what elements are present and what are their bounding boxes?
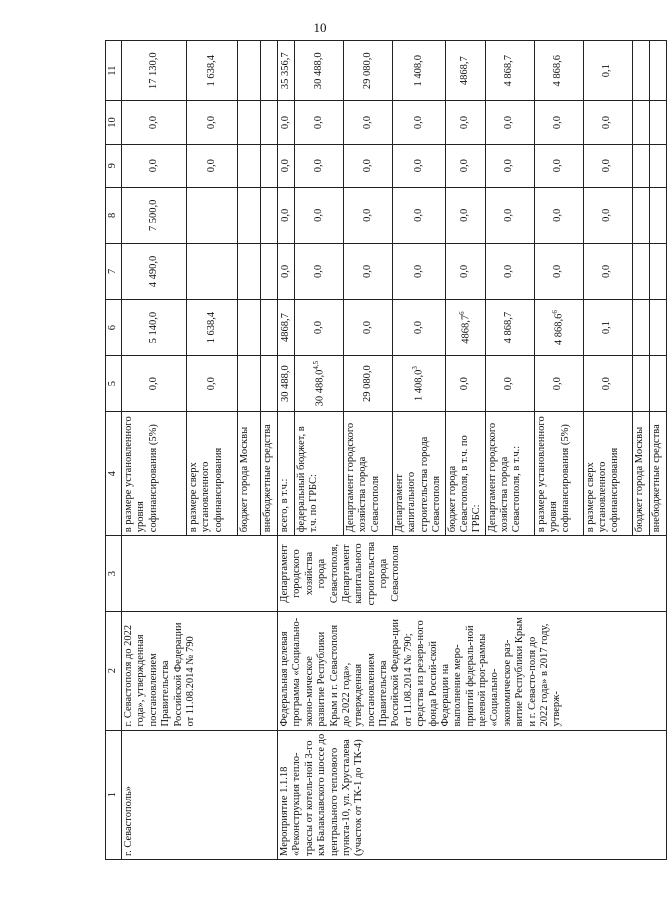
value-cell	[649, 187, 666, 243]
value-cell: 4 868,7	[485, 41, 534, 101]
source-cell: в размере сверх установленного софинансирования	[583, 412, 632, 536]
value-cell	[534, 300, 583, 356]
header-row	[106, 41, 122, 860]
source-cell: всего, в т.ч.:	[278, 412, 295, 536]
value-cell	[445, 300, 485, 356]
value-cell: 0,0	[485, 243, 534, 299]
value-cell: 0,0	[583, 144, 632, 187]
value-cell: 17 130,0	[122, 41, 187, 101]
value-cell	[238, 356, 261, 412]
value-cell	[261, 144, 278, 187]
source-cell: Департамент городского хозяйства города Севастополя	[344, 412, 393, 536]
col-header: 2	[106, 611, 122, 730]
source-cell: Департамент капитального строительства города Севастополя	[393, 412, 446, 536]
value-cell	[649, 41, 666, 101]
table-row	[278, 41, 295, 860]
value-cell: 0,0	[278, 144, 295, 187]
value-cell	[261, 243, 278, 299]
value-cell: 0,0	[278, 187, 295, 243]
footnote-mark: 6	[457, 311, 466, 315]
value-cell	[238, 41, 261, 101]
value-cell: 0,0	[187, 101, 238, 144]
value-cell: 0,0	[534, 101, 583, 144]
value-text: 30 488,0	[314, 369, 326, 407]
value-cell	[393, 356, 446, 412]
value-cell: 1 638,4	[187, 41, 238, 101]
value-cell: 0,0	[445, 144, 485, 187]
source-cell: федеральный бюджет, в т.ч. по ГРБС:	[295, 412, 344, 536]
rotated-table-wrapper	[105, 40, 662, 860]
value-cell: 7 500,0	[122, 187, 187, 243]
value-cell: 0,0	[485, 187, 534, 243]
program-cell: Федеральная целевая программа «Социально-эконо-мическое развитие Республики Крым и г. Севастополя до 2022 года», утвержденная постановлением Правительства Российской Федера-ции от 11.08.2014 № 790; средства из резерв-ного фонда Россий-ской Федерации на выполнение меро-приятий федераль-ной целевой прог-раммы «Социально-экономическое раз-витие Республики Крым и г. Севасто-поля до 2022 года» в 2017 году, утверж-	[278, 611, 667, 730]
value-cell	[261, 356, 278, 412]
value-cell: 0,0	[393, 101, 446, 144]
page-number: 10	[313, 20, 327, 35]
value-cell: 0,0	[445, 187, 485, 243]
col-header: 6	[106, 300, 122, 356]
value-cell: 0,0	[187, 144, 238, 187]
value-cell: 0,0	[583, 243, 632, 299]
event-name-cell: Мероприятие 1.1.18 «Реконструкция тепло-трассы от котель-ной 3-го км Балаклавского шоссе до центрального теплового пункта-10, ул. Хрусталева (участок от ТК-1 до ТК-4)	[278, 730, 667, 859]
value-cell: 1 408,0	[393, 41, 446, 101]
budget-table	[105, 40, 667, 860]
value-cell	[649, 356, 666, 412]
value-cell: 0,0	[295, 187, 344, 243]
value-cell: 4 868,7	[485, 300, 534, 356]
value-cell: 0,0	[295, 300, 344, 356]
value-cell	[632, 187, 649, 243]
value-cell: 0,1	[583, 300, 632, 356]
value-cell	[632, 300, 649, 356]
value-cell: 4868,7	[445, 41, 485, 101]
footnote-mark: 3	[411, 366, 420, 370]
value-cell: 0,0	[485, 101, 534, 144]
col-header: 8	[106, 187, 122, 243]
value-cell: 0,0	[393, 144, 446, 187]
value-cell: 0,0	[278, 243, 295, 299]
value-cell: 0,0	[122, 144, 187, 187]
value-cell: 0,0	[583, 101, 632, 144]
value-cell: 0,0	[344, 101, 393, 144]
value-cell	[261, 101, 278, 144]
value-cell: 0,0	[445, 356, 485, 412]
value-cell: 0,0	[295, 144, 344, 187]
value-cell: 0,0	[344, 187, 393, 243]
value-cell: 0,0	[393, 300, 446, 356]
col-header: 1	[106, 730, 122, 859]
footnote-mark: 6	[551, 310, 560, 314]
value-cell: 0,0	[534, 187, 583, 243]
value-cell: 1 638,4	[187, 300, 238, 356]
source-cell: в размере установленного уровня софинансирования (5%)	[122, 412, 187, 536]
value-cell	[632, 41, 649, 101]
col-header: 9	[106, 144, 122, 187]
value-cell	[649, 144, 666, 187]
executor-cell: Департамент городского хозяйства города Севастополя, Департамент капитального строительства города Севастополя	[278, 536, 667, 612]
value-cell	[187, 243, 238, 299]
value-cell	[238, 243, 261, 299]
source-cell: Департамент городского хозяйства города Севастополя, в т.ч.:	[485, 412, 534, 536]
value-cell: 0,0	[122, 356, 187, 412]
col-header: 3	[106, 536, 122, 612]
value-cell: 4868,7	[278, 300, 295, 356]
value-cell	[632, 101, 649, 144]
value-text: 1 408,0	[413, 369, 425, 402]
footnote-mark: 4,5	[311, 360, 320, 370]
source-cell: в размере сверх установленного софинансирования	[187, 412, 238, 536]
table-row	[122, 41, 187, 860]
value-cell: 29 080,0	[344, 356, 393, 412]
prev-executor-cell	[122, 536, 278, 612]
value-cell: 35 356,7	[278, 41, 295, 101]
source-cell: внебюджетные средства	[261, 412, 278, 536]
value-cell: 0,0	[122, 101, 187, 144]
value-cell	[632, 243, 649, 299]
value-cell: 0,0	[344, 300, 393, 356]
value-cell: 0,0	[393, 187, 446, 243]
col-header: 10	[106, 101, 122, 144]
value-cell	[238, 300, 261, 356]
col-header: 5	[106, 356, 122, 412]
value-cell: 0,0	[445, 243, 485, 299]
value-cell: 4 490,0	[122, 243, 187, 299]
value-cell	[187, 187, 238, 243]
prev-event-cell: г. Севастополь»	[122, 730, 278, 859]
value-cell: 0,0	[534, 356, 583, 412]
source-cell: бюджет города Москвы	[632, 412, 649, 536]
value-cell	[238, 187, 261, 243]
value-text: 4868,7	[460, 314, 472, 344]
value-cell: 5 140,0	[122, 300, 187, 356]
value-cell: 0,0	[534, 144, 583, 187]
prev-program-cell: г. Севастополя до 2022 года», утвержденная постановлением Правительства Российской Федерации от 11.08.2014 № 790	[122, 611, 278, 730]
value-cell: 4 868,6	[534, 41, 583, 101]
value-cell: 0,0	[534, 243, 583, 299]
value-cell: 0,0	[278, 101, 295, 144]
value-cell: 30 488,0	[295, 41, 344, 101]
value-cell	[649, 300, 666, 356]
col-header: 11	[106, 41, 122, 101]
value-cell	[295, 356, 344, 412]
value-cell: 0,0	[445, 101, 485, 144]
value-cell	[632, 356, 649, 412]
col-header: 7	[106, 243, 122, 299]
value-cell	[649, 243, 666, 299]
value-cell	[261, 300, 278, 356]
value-cell: 0,0	[583, 187, 632, 243]
value-cell: 0,0	[295, 243, 344, 299]
value-cell: 0,0	[393, 243, 446, 299]
value-cell	[261, 187, 278, 243]
source-cell: бюджет города Севастополя, в т.ч. по ГРБС:	[445, 412, 485, 536]
value-text: 4 868,6	[553, 313, 565, 346]
value-cell: 0,0	[485, 144, 534, 187]
value-cell: 0,1	[583, 41, 632, 101]
value-cell	[238, 101, 261, 144]
value-cell: 0,0	[485, 356, 534, 412]
value-cell: 30 488,0	[278, 356, 295, 412]
value-cell: 0,0	[295, 101, 344, 144]
value-cell: 0,0	[583, 356, 632, 412]
value-cell: 0,0	[344, 144, 393, 187]
source-cell: внебюджетные средства	[649, 412, 666, 536]
value-cell	[261, 41, 278, 101]
col-header: 4	[106, 412, 122, 536]
value-cell: 29 080,0	[344, 41, 393, 101]
value-cell	[238, 144, 261, 187]
value-cell: 0,0	[344, 243, 393, 299]
value-cell	[649, 101, 666, 144]
value-cell	[632, 144, 649, 187]
value-cell: 0,0	[187, 356, 238, 412]
source-cell: бюджет города Москвы	[238, 412, 261, 536]
source-cell: в размере установленного уровня софинансирования (5%)	[534, 412, 583, 536]
